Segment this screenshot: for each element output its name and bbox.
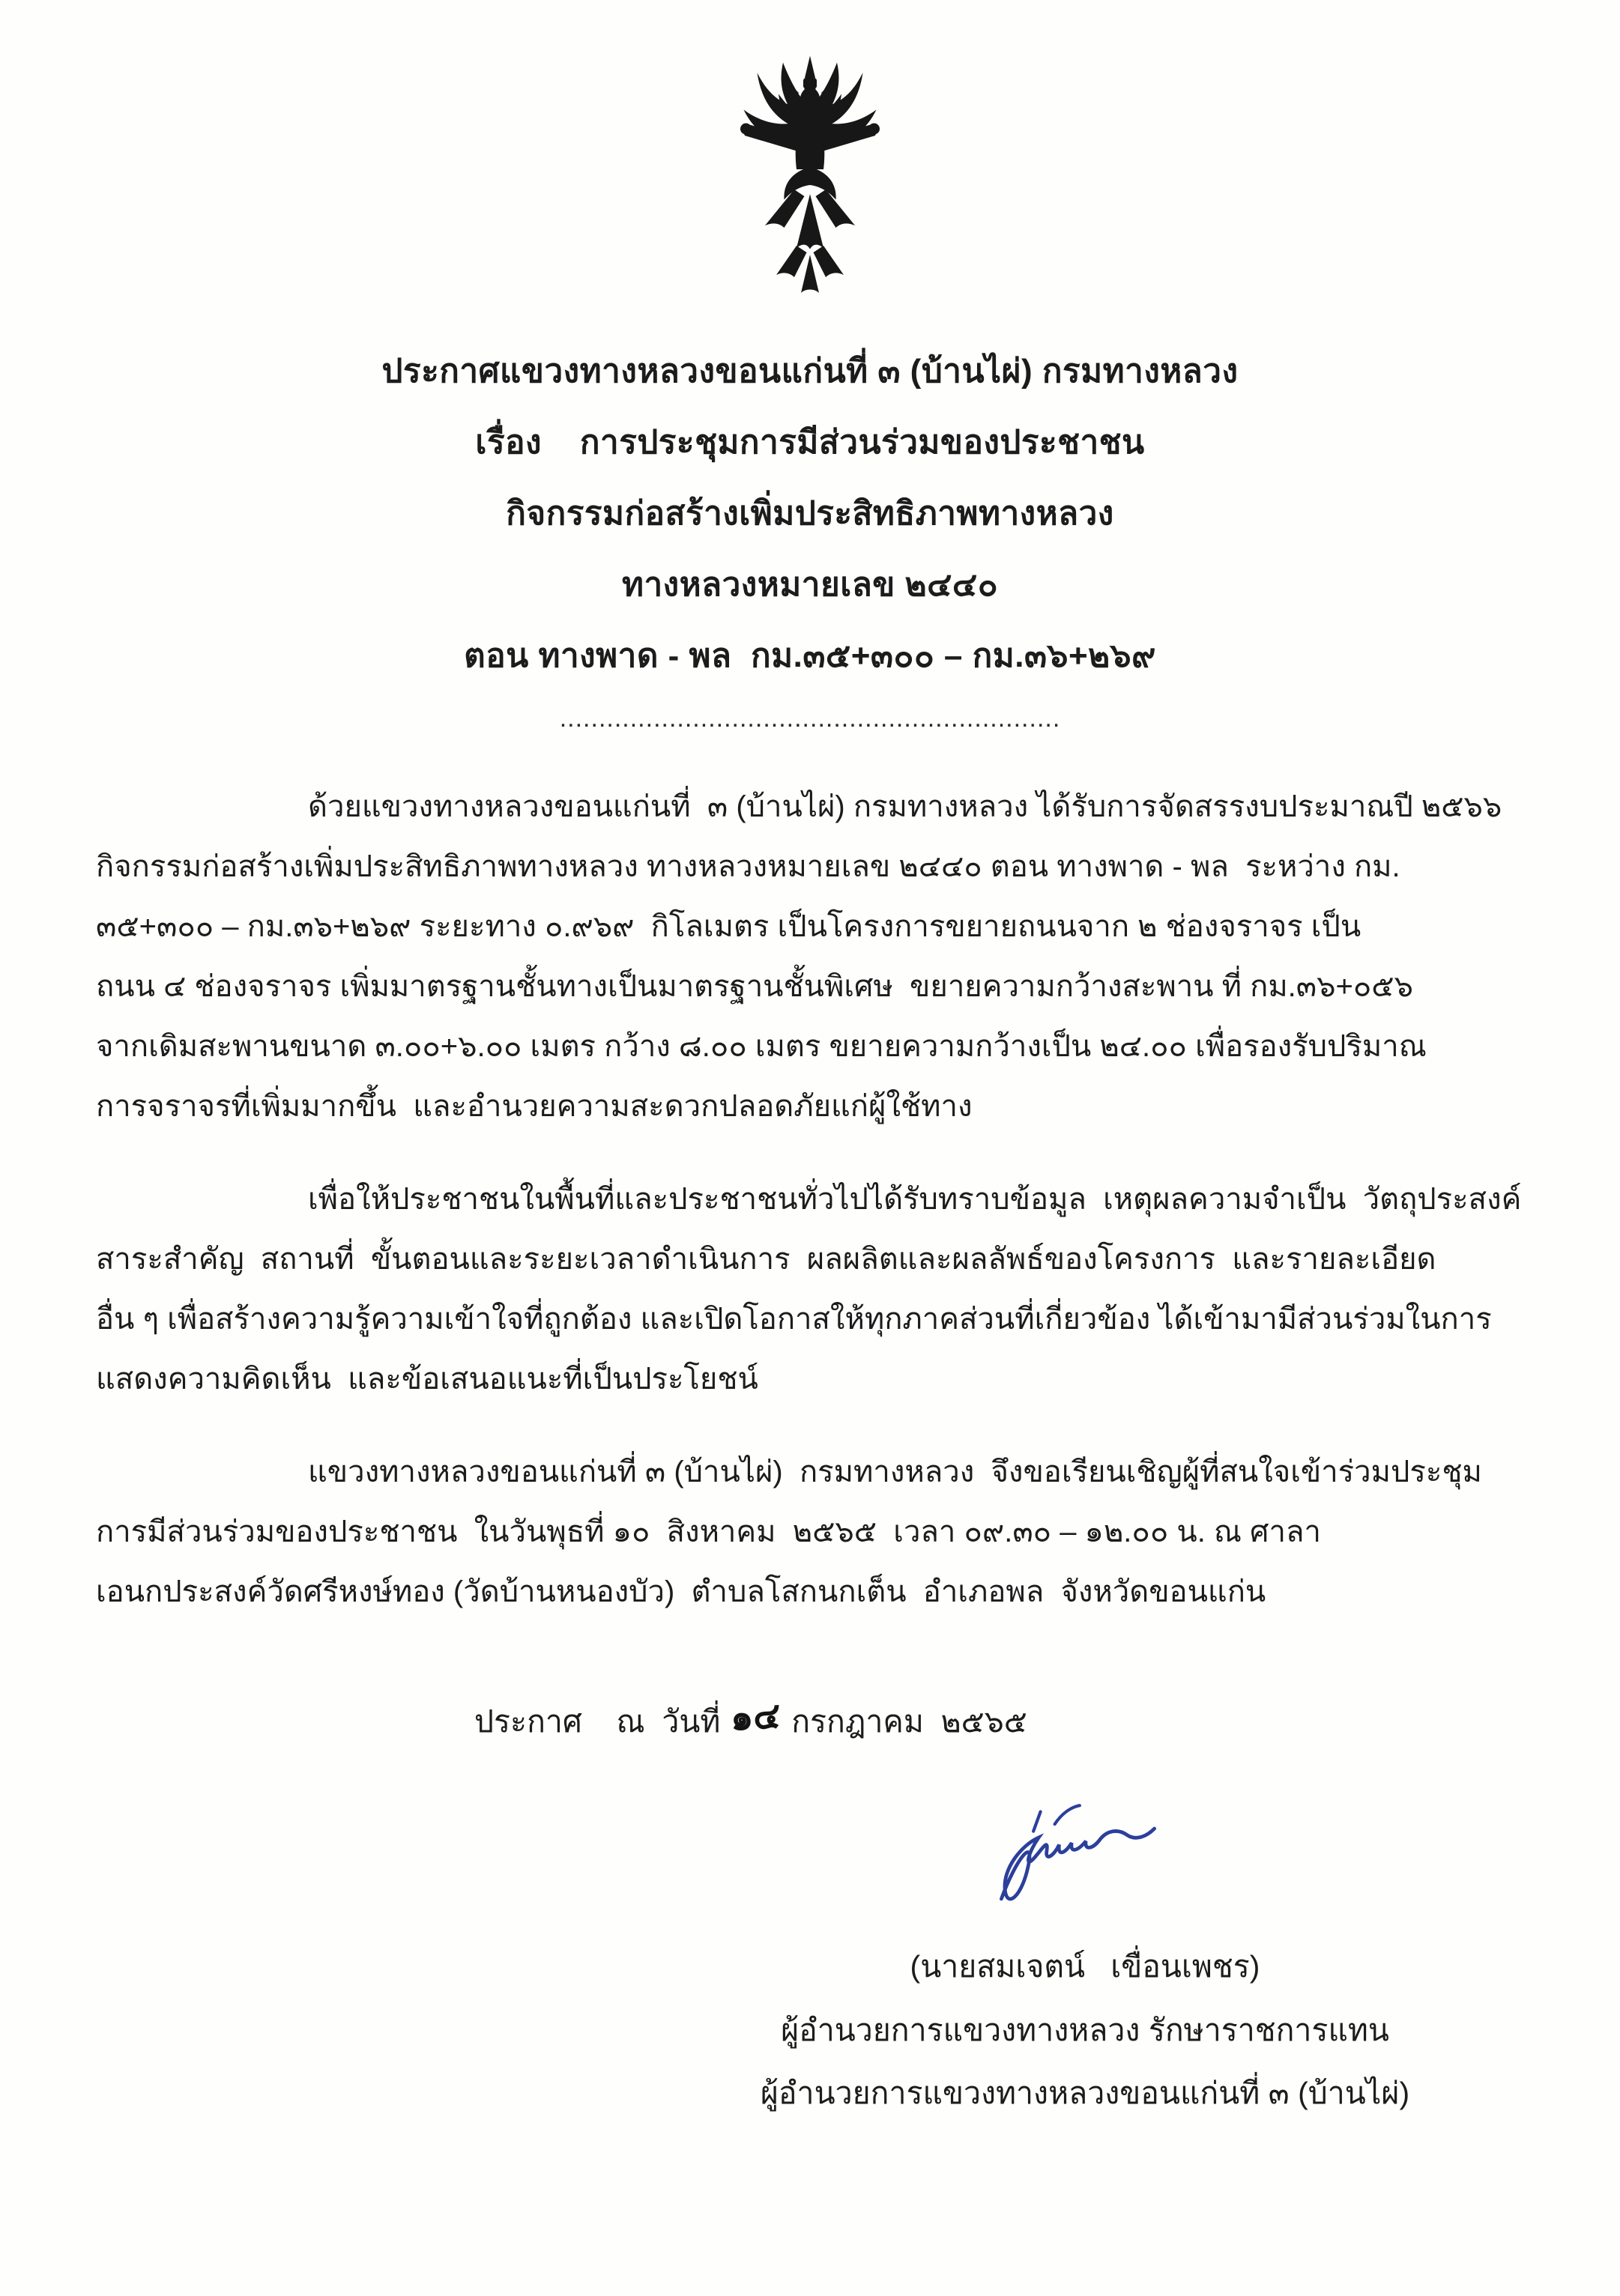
signature-block	[620, 1790, 1550, 2124]
divider-dots: ................................................................	[559, 704, 1061, 733]
document-body	[0, 777, 1620, 2124]
issued-date-line	[96, 1691, 1524, 1751]
subject-line: เรื่อง การประชุมการมีส่วนร่วมของประชาชน	[475, 424, 1145, 461]
handwritten-day-number: ๑๔	[729, 1696, 782, 1739]
signer-name: (นายสมเจตน์ เขื่อนเพชร)	[910, 1949, 1260, 1984]
body-line: ด้วยแขวงทางหลวงขอนแก่นที่ ๓ (บ้านไผ่) กรมทางหลวง ได้รับการจัดสรรงบประมาณปี ๒๕๖๖	[308, 790, 1502, 823]
body-line: เอนกประสงค์วัดศรีหงษ์ทอง (วัดบ้านหนองบัว) ตำบลโสกนกเต็น อำเภอพล จังหวัดขอนแก่น	[96, 1575, 1266, 1608]
body-line: แสดงความคิดเห็น และข้อเสนอแนะที่เป็นประโยชน์	[96, 1363, 758, 1396]
signature-ink-scribble	[620, 1790, 1550, 1933]
body-line: การมีส่วนร่วมของประชาชน ในวันพุธที่ ๑๐ สิงหาคม ๒๕๖๕ เวลา ๐๙.๓๐ – ๑๒.๐๐ น. ณ ศาลา	[96, 1515, 1321, 1548]
body-line: ถนน ๔ ช่องจราจร เพิ่มมาตรฐานชั้นทางเป็นมาตรฐานชั้นพิเศษ ขยายความกว้างสะพาน ที่ กม.๓๖+๐๕๖	[96, 970, 1413, 1003]
announcement-org-title: ประกาศแขวงทางหลวงขอนแก่นที่ ๓ (บ้านไผ่) กรมทางหลวง	[381, 353, 1239, 390]
issued-suffix: กรกฎาคม ๒๕๖๕	[791, 1704, 1027, 1739]
body-line: ๓๕+๓๐๐ – กม.๓๖+๒๖๙ ระยะทาง ๐.๙๖๙ กิโลเมตร เป็นโครงการขยายถนนจาก ๒ ช่องจราจร เป็น	[96, 910, 1361, 943]
signer-title-1: ผู้อำนวยการแขวงทางหลวง รักษาราชการแทน	[781, 2013, 1389, 2047]
paragraph-budget	[96, 777, 1524, 1136]
body-line: เพื่อให้ประชาชนในพื้นที่และประชาชนทั่วไปได้รับทราบข้อมูล เหตุผลความจำเป็น วัตถุประสงค์	[308, 1183, 1522, 1216]
paragraph-purpose	[96, 1169, 1524, 1409]
paragraph-invitation	[96, 1442, 1524, 1622]
body-line: สาระสำคัญ สถานที่ ขั้นตอนและระยะเวลาดำเนินการ ผลผลิตและผลลัพธ์ของโครงการ และรายละเอียด	[96, 1243, 1436, 1276]
activity-line: กิจกรรมก่อสร้างเพิ่มประสิทธิภาพทางหลวง	[506, 495, 1114, 532]
body-line: อื่น ๆ เพื่อสร้างความรู้ความเข้าใจที่ถูกต้อง และเปิดโอกาสให้ทุกภาคส่วนที่เกี่ยวข้อง ได้เข้ามามีส่วนร่วมในการ	[96, 1303, 1492, 1336]
body-line: กิจกรรมก่อสร้างเพิ่มประสิทธิภาพทางหลวง ทางหลวงหมายเลข ๒๔๔๐ ตอน ทางพาด - พล ระหว่าง กม.	[96, 850, 1400, 883]
issued-prefix: ประกาศ ณ วันที่	[474, 1704, 721, 1739]
garuda-emblem	[0, 0, 1620, 325]
body-line: แขวงทางหลวงขอนแก่นที่ ๓ (บ้านไผ่) กรมทางหลวง จึงขอเรียนเชิญผู้ที่สนใจเข้าร่วมประชุม	[308, 1456, 1482, 1488]
body-line: จากเดิมสะพานขนาด ๓.๐๐+๖.๐๐ เมตร กว้าง ๘.๐๐ เมตร ขยายความกว้างเป็น ๒๔.๐๐ เพื่อรองรับปริมาณ	[96, 1030, 1427, 1063]
section-km-line: ตอน ทางพาด - พล กม.๓๕+๓๐๐ – กม.๓๖+๒๖๙	[464, 637, 1156, 674]
body-line: การจราจรที่เพิ่มมากขึ้น และอำนวยความสะดวกปลอดภัยแก่ผู้ใช้ทาง	[96, 1090, 973, 1123]
title-block	[0, 336, 1620, 745]
signer-title-2: ผู้อำนวยการแขวงทางหลวงขอนแก่นที่ ๓ (บ้านไผ่)	[760, 2076, 1410, 2110]
highway-number-line: ทางหลวงหมายเลข ๒๔๔๐	[621, 566, 999, 603]
